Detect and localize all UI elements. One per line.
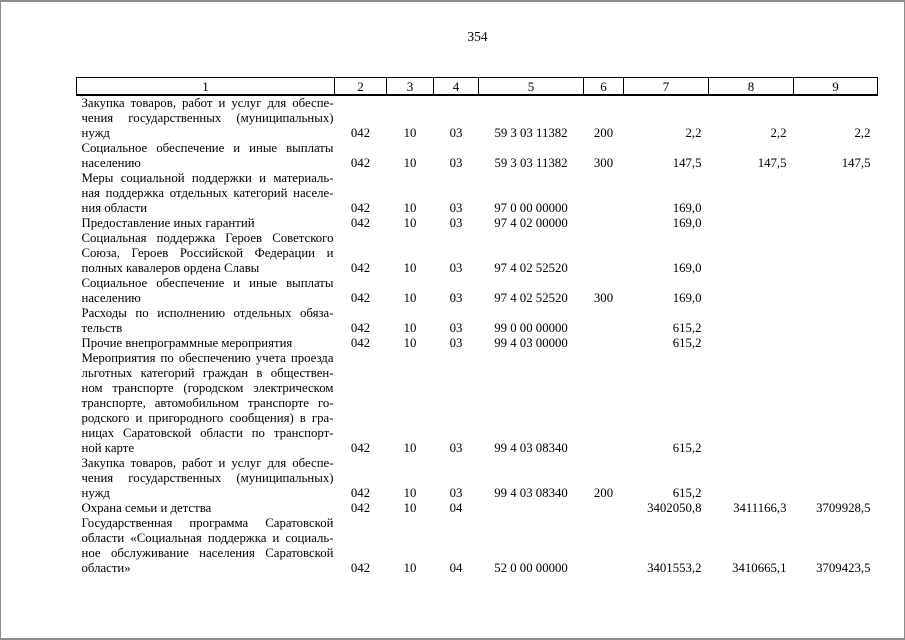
table-row	[77, 351, 878, 456]
column-header-7: 7	[624, 78, 709, 96]
row-title-cell	[77, 216, 335, 231]
row-title-line: нужд	[81, 486, 110, 500]
document-page	[1, 2, 904, 638]
cell-c5: 99 0 00 00000	[494, 321, 568, 335]
cell-c7: 615,2	[672, 336, 702, 350]
row-title-line: Мероприятия по обеспечению учета проезда	[81, 351, 334, 365]
cell-c5: 97 4 02 52520	[494, 261, 568, 275]
cell-c2: 042	[350, 201, 371, 215]
cell-c2: 042	[350, 261, 371, 275]
cell-c4: 03	[449, 261, 463, 275]
table-row	[77, 141, 878, 171]
cell-c3: 10	[403, 336, 417, 350]
cell-c3: 10	[403, 501, 417, 515]
row-title-line: Охрана семьи и детства	[81, 501, 212, 515]
cell-c4: 03	[449, 156, 463, 170]
cell-c6	[584, 171, 624, 216]
cell-c5: 99 4 03 00000	[494, 336, 568, 350]
table-row	[77, 516, 878, 576]
cell-c7: 169,0	[672, 261, 702, 275]
cell-c8: 3411166,3	[733, 501, 787, 515]
cell-c2: 042	[350, 441, 371, 455]
cell-c3: 10	[403, 291, 417, 305]
table-row	[77, 276, 878, 306]
cell-c9: 3709928,5	[816, 501, 871, 515]
row-title-line: чения государственных (муниципальных)	[81, 111, 334, 125]
cell-c8	[709, 216, 794, 231]
table-header-row	[77, 78, 878, 96]
cell-c5	[479, 501, 584, 516]
cell-c9: 3709423,5	[816, 561, 871, 575]
row-title-line: Расходы по исполнению отдельных обяза-	[81, 306, 334, 320]
cell-c2: 042	[350, 561, 371, 575]
column-header-1: 1	[77, 78, 335, 96]
cell-c5: 97 0 00 00000	[494, 201, 568, 215]
row-title-line: чения государственных (муниципальных)	[81, 471, 334, 485]
cell-c8	[709, 276, 794, 306]
cell-c4: 03	[449, 216, 463, 230]
row-title-line: области «Социальная поддержка и социаль-	[81, 531, 334, 545]
cell-c8: 147,5	[757, 156, 787, 170]
row-title-line: Социальное обеспечение и иные выплаты	[81, 276, 334, 290]
row-title-line: полных кавалеров ордена Славы	[81, 261, 260, 275]
row-title-line: Социальное обеспечение и иные выплаты	[81, 141, 334, 155]
column-header-4: 4	[434, 78, 479, 96]
cell-c5: 97 4 02 52520	[494, 291, 568, 305]
row-title-line: нужд	[81, 126, 110, 140]
cell-c7: 3402050,8	[647, 501, 702, 515]
cell-c9	[794, 306, 878, 336]
cell-c2: 042	[350, 216, 371, 230]
cell-c5: 99 4 03 08340	[494, 441, 568, 455]
column-header-6: 6	[584, 78, 624, 96]
table-row	[77, 336, 878, 351]
row-title-line: тельств	[81, 321, 123, 335]
cell-c3: 10	[403, 486, 417, 500]
column-header-5: 5	[479, 78, 584, 96]
cell-c2: 042	[350, 501, 371, 515]
cell-c6	[584, 306, 624, 336]
row-title-line: Социальная поддержка Героев Советского	[81, 231, 334, 245]
cell-c7: 3401553,2	[647, 561, 702, 575]
cell-c9: 2,2	[854, 126, 871, 140]
cell-c8	[709, 306, 794, 336]
row-title-cell	[77, 276, 335, 306]
table-row	[77, 306, 878, 336]
cell-c7: 615,2	[672, 321, 702, 335]
cell-c8	[709, 231, 794, 276]
cell-c3: 10	[403, 441, 417, 455]
cell-c7: 2,2	[685, 126, 702, 140]
row-title-line: родского и пригородного сообщения) в гра-	[81, 411, 334, 425]
cell-c4: 03	[449, 201, 463, 215]
row-title-cell	[77, 516, 335, 576]
cell-c9	[794, 171, 878, 216]
row-title-line: Предоставление иных гарантий	[81, 216, 255, 230]
cell-c9	[794, 276, 878, 306]
table-body	[77, 95, 878, 576]
row-title-line: Государственная программа Саратовской	[81, 516, 334, 530]
row-title-line: Меры социальной поддержки и материаль-	[81, 171, 334, 185]
cell-c3: 10	[403, 156, 417, 170]
cell-c4: 03	[449, 486, 463, 500]
row-title-line: Закупка товаров, работ и услуг для обеспе-	[81, 96, 334, 110]
cell-c6: 300	[593, 156, 614, 170]
row-title-line: Союза, Героев Российской Федерации и	[81, 246, 334, 260]
column-header-3: 3	[387, 78, 434, 96]
column-header-9: 9	[794, 78, 878, 96]
cell-c7: 615,2	[672, 486, 702, 500]
cell-c8	[709, 336, 794, 351]
column-header-2: 2	[335, 78, 387, 96]
row-title-line: Прочие внепрограммные мероприятия	[81, 336, 293, 350]
cell-c5: 52 0 00 00000	[494, 561, 568, 575]
row-title-line: транспорте, автомобильном транспорте го-	[81, 396, 334, 410]
row-title-cell	[77, 231, 335, 276]
cell-c5: 99 4 03 08340	[494, 486, 568, 500]
cell-c9	[794, 231, 878, 276]
cell-c7: 169,0	[672, 216, 702, 230]
cell-c6	[584, 351, 624, 456]
row-title-cell	[77, 306, 335, 336]
cell-c4: 03	[449, 321, 463, 335]
cell-c8	[709, 351, 794, 456]
cell-c4: 03	[449, 441, 463, 455]
row-title-line: ной карте	[81, 441, 134, 455]
cell-c6: 200	[593, 486, 614, 500]
cell-c5: 59 3 03 11382	[494, 126, 568, 140]
row-title-line: населению	[81, 156, 141, 170]
cell-c7: 147,5	[672, 156, 702, 170]
cell-c7: 169,0	[672, 291, 702, 305]
cell-c3: 10	[403, 261, 417, 275]
cell-c2: 042	[350, 291, 371, 305]
cell-c2: 042	[350, 156, 371, 170]
cell-c4: 04	[449, 561, 463, 575]
cell-c3: 10	[403, 561, 417, 575]
cell-c6	[584, 501, 624, 516]
cell-c7: 169,0	[672, 201, 702, 215]
cell-c5: 59 3 03 11382	[494, 156, 568, 170]
cell-c9: 147,5	[841, 156, 871, 170]
cell-c8: 2,2	[770, 126, 787, 140]
cell-c6: 300	[593, 291, 614, 305]
cell-c4: 04	[449, 501, 463, 515]
cell-c5: 97 4 02 00000	[494, 216, 568, 230]
cell-c2: 042	[350, 486, 371, 500]
row-title-cell	[77, 141, 335, 171]
row-title-line: Закупка товаров, работ и услуг для обеспе-	[81, 456, 334, 470]
cell-c9	[794, 336, 878, 351]
row-title-line: ное обслуживание населения Саратовской	[81, 546, 334, 560]
cell-c2: 042	[350, 126, 371, 140]
cell-c6	[584, 216, 624, 231]
cell-c6	[584, 231, 624, 276]
row-title-cell	[77, 171, 335, 216]
table-row	[77, 501, 878, 516]
cell-c6	[584, 516, 624, 576]
cell-c7: 615,2	[672, 441, 702, 455]
table-row	[77, 231, 878, 276]
row-title-line: ная поддержка отдельных категорий населе-	[81, 186, 334, 200]
cell-c6: 200	[593, 126, 614, 140]
cell-c6	[584, 336, 624, 351]
row-title-cell	[77, 456, 335, 501]
cell-c8	[709, 171, 794, 216]
row-title-line: ния области	[81, 201, 148, 215]
table-row	[77, 171, 878, 216]
row-title-line: льготных категорий граждан в обществен-	[81, 366, 334, 380]
cell-c8	[709, 456, 794, 501]
cell-c2: 042	[350, 321, 371, 335]
cell-c2: 042	[350, 336, 371, 350]
table-row	[77, 456, 878, 501]
cell-c3: 10	[403, 126, 417, 140]
row-title-cell	[77, 95, 335, 141]
row-title-cell	[77, 336, 335, 351]
row-title-cell	[77, 501, 335, 516]
budget-table	[76, 77, 878, 576]
row-title-line: ном транспорте (городском электрическом	[81, 381, 334, 395]
table-row	[77, 216, 878, 231]
cell-c9	[794, 456, 878, 501]
column-header-8: 8	[709, 78, 794, 96]
table-row	[77, 95, 878, 141]
cell-c9	[794, 216, 878, 231]
cell-c3: 10	[403, 201, 417, 215]
cell-c8: 3410665,1	[732, 561, 787, 575]
row-title-line: ницах Саратовской области по транспорт-	[81, 426, 334, 440]
cell-c4: 03	[449, 291, 463, 305]
page-number: 354	[467, 29, 488, 44]
cell-c4: 03	[449, 336, 463, 350]
table-header	[77, 78, 878, 96]
cell-c3: 10	[403, 216, 417, 230]
cell-c9	[794, 351, 878, 456]
row-title-line: населению	[81, 291, 141, 305]
cell-c3: 10	[403, 321, 417, 335]
row-title-line: области»	[81, 561, 131, 575]
row-title-cell	[77, 351, 335, 456]
cell-c4: 03	[449, 126, 463, 140]
